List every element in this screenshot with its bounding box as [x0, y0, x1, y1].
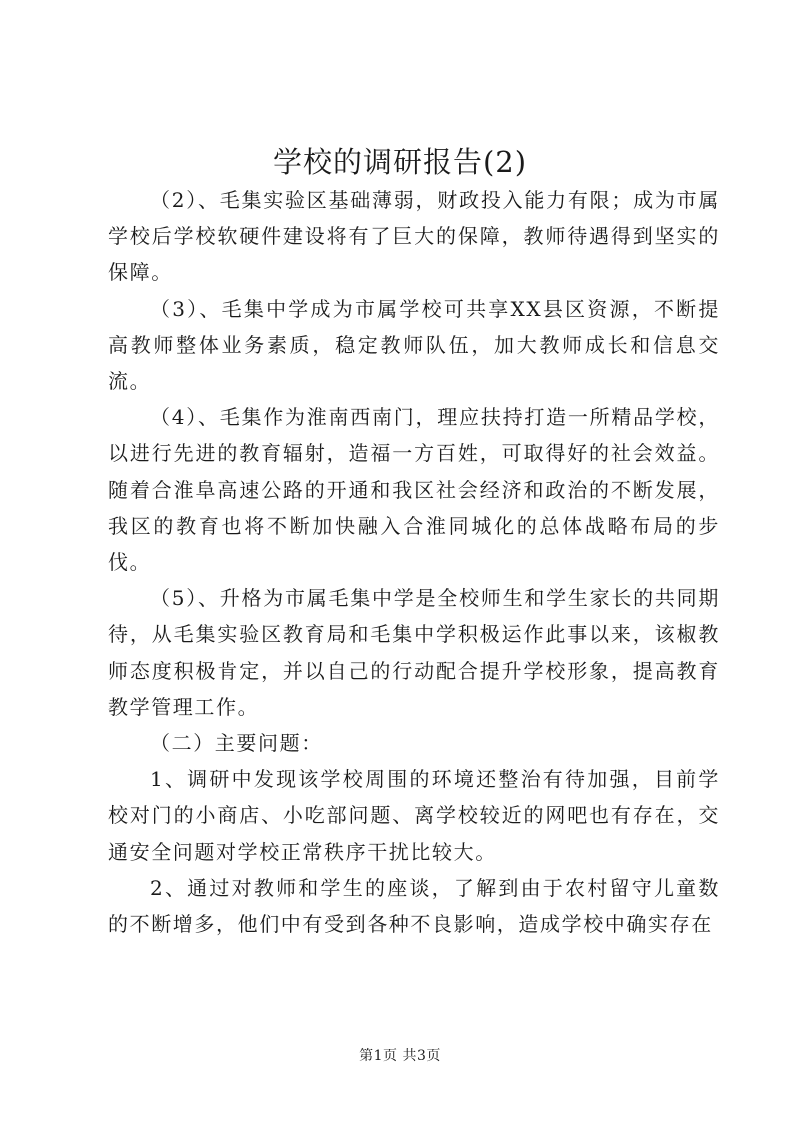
document-body	[108, 182, 720, 942]
paragraph-point-3: （3）、毛集中学成为市属学校可共享XX县区资源，不断提高教师整体业务素质，稳定教师队伍，加大教师成长和信息交流。	[108, 296, 720, 394]
paragraph-point-4: （4）、毛集作为淮南西南门，理应扶持打造一所精品学校，以进行先进的教育辐射，造福一方百姓，可取得好的社会效益。随着合淮阜高速公路的开通和我区社会经济和政治的不断发展，我区的教育也将不断加快融入合淮同城化的总体战略布局的步伐。	[108, 405, 720, 575]
page-footer: 第1页 共3页	[359, 1048, 441, 1064]
paragraph-problem-2: 2、通过对教师和学生的座谈，了解到由于农村留守儿童数的不断增多，他们中有受到各种不良影响，造成学校中确实存在	[108, 875, 720, 937]
paragraph-point-2: （2）、毛集实验区基础薄弱，财政投入能力有限；成为市属学校后学校软硬件建设将有了巨大的保障，教师待遇得到坚实的保障。	[108, 188, 720, 285]
paragraph-problem-1: 1、调研中发现该学校周围的环境还整治有待加强，目前学校对门的小商店、小吃部问题、离学校较近的网吧也有存在，交通安全问题对学校正常秩序干扰比较大。	[108, 767, 720, 864]
document-title: 学校的调研报告(2)	[272, 145, 528, 179]
paragraph-point-5: （5）、升格为市属毛集中学是全校师生和学生家长的共同期待，从毛集实验区教育局和毛集中学积极运作此事以来，该椒教师态度积极肯定，并以自己的行动配合提升学校形象，提高教育教学管理工作。	[108, 586, 720, 719]
section-heading-main-problems: （二）主要问题：	[150, 731, 323, 756]
